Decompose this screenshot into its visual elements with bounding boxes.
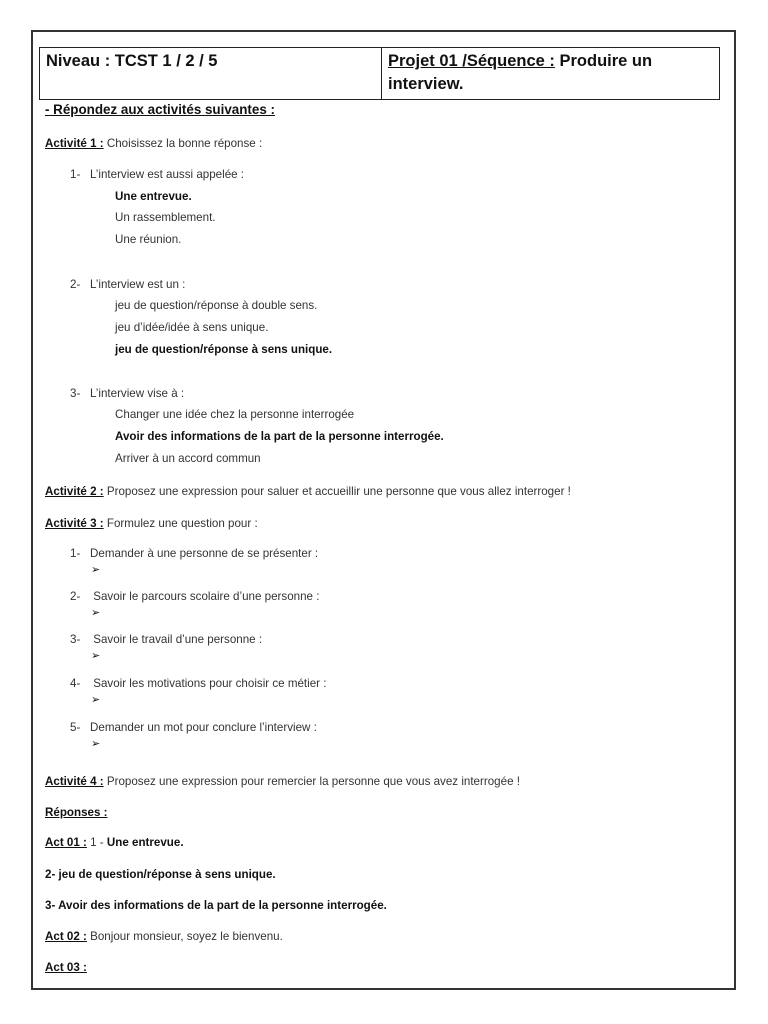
- document-frame: [31, 30, 736, 990]
- level-text: Niveau : TCST 1 / 2 / 5: [46, 52, 218, 70]
- arrow-bullet-icon: ➢: [91, 650, 101, 662]
- response-act-01: Act 01 : 1 - Une entrevue.: [45, 836, 184, 849]
- q2-option-1: jeu de question/réponse à double sens.: [115, 299, 318, 312]
- project-cell: [382, 48, 719, 99]
- question-3: 3- L’interview vise à :: [70, 387, 185, 400]
- arrow-bullet-icon: ➢: [91, 738, 101, 750]
- response-act-02: Act 02 : Bonjour monsieur, soyez le bienvenu.: [45, 930, 283, 943]
- q3-option-1: Changer une idée chez la personne interrogée: [115, 408, 355, 421]
- a3-item-1: 1- Demander à une personne de se présenter :: [70, 547, 319, 560]
- response-line-3: 3- Avoir des informations de la part de la personne interrogée.: [45, 899, 387, 912]
- a3-item-2: 2- Savoir le parcours scolaire d’une personne :: [70, 590, 320, 603]
- q1-option-2: Un rassemblement.: [115, 211, 216, 224]
- header-table: [39, 47, 720, 100]
- project-text: Produire un: [554, 52, 653, 70]
- a3-item-5: 5- Demander un mot pour conclure l’interview :: [70, 721, 317, 734]
- a3-item-3: 3- Savoir le travail d’une personne :: [70, 633, 263, 646]
- arrow-bullet-icon: ➢: [91, 564, 101, 576]
- q3-option-2: Avoir des informations de la part de la personne interrogée.: [115, 430, 444, 443]
- response-line-2: 2- jeu de question/réponse à sens unique.: [45, 868, 276, 881]
- activity-2: Activité 2 : Proposez une expression pour saluer et accueillir une personne que vous allez interroger !: [45, 485, 571, 498]
- arrow-bullet-icon: ➢: [91, 694, 101, 706]
- project-text-2: interview.: [388, 75, 464, 93]
- instruction: - Répondez aux activités suivantes :: [45, 102, 275, 117]
- question-2: 2- L’interview est un :: [70, 278, 186, 291]
- activity-3-heading: Activité 3 : Formulez une question pour :: [45, 517, 258, 530]
- arrow-bullet-icon: ➢: [91, 607, 101, 619]
- activity-1-heading: Activité 1 : Choisissez la bonne réponse :: [45, 137, 263, 150]
- level-cell: [40, 48, 382, 99]
- q1-option-1: Une entrevue.: [115, 190, 192, 203]
- q2-option-3: jeu de question/réponse à sens unique.: [115, 343, 333, 356]
- q2-option-2: jeu d’idée/idée à sens unique.: [115, 321, 269, 334]
- q1-option-3: Une réunion.: [115, 233, 182, 246]
- question-1: 1- L’interview est aussi appelée :: [70, 168, 245, 181]
- activity-4: Activité 4 : Proposez une expression pour remercier la personne que vous avez interrogée !: [45, 775, 520, 788]
- a3-item-4: 4- Savoir les motivations pour choisir ce métier :: [70, 677, 327, 690]
- project-label: Projet 01 /Séquence :: [388, 52, 555, 70]
- response-act-03: Act 03 :: [45, 961, 87, 974]
- responses-title: Réponses :: [45, 806, 108, 819]
- q3-option-3: Arriver à un accord commun: [115, 452, 261, 465]
